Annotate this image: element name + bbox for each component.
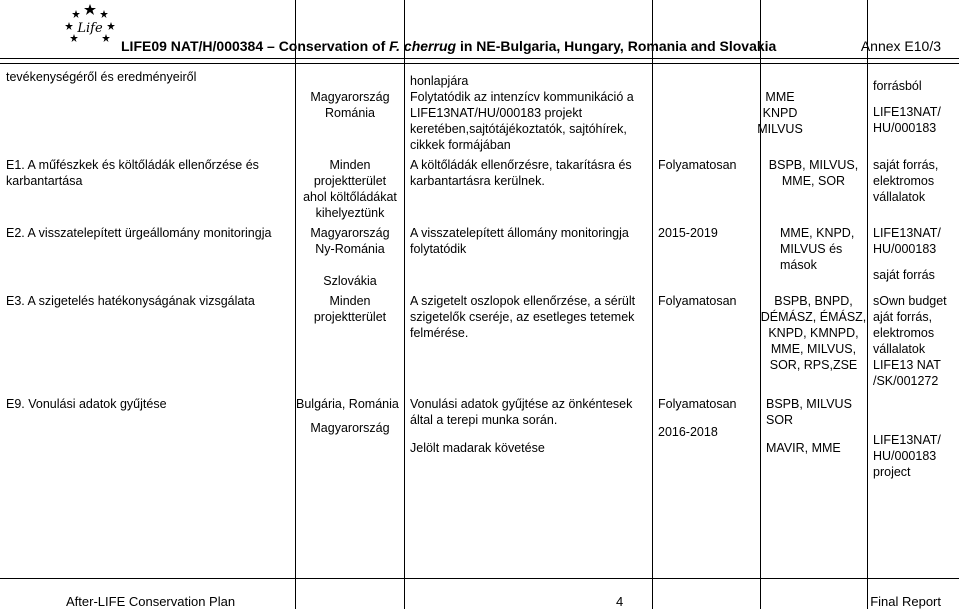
- timing-cell: Folyamatosan: [658, 294, 737, 308]
- table-top-border: [0, 63, 959, 64]
- project-title: LIFE09 NAT/H/000384 – Conservation of F. cherrug in NE-Bulgaria, Hungary, Romania and Slovakia: [121, 38, 777, 54]
- col-divider: [867, 0, 868, 609]
- life-logo: [62, 2, 118, 46]
- annex-label: Annex E10/3: [860, 38, 941, 54]
- timing-cell: Folyamatosan: [658, 158, 737, 172]
- logo-text: Life: [77, 21, 103, 36]
- timing-cell: 2015-2019: [658, 226, 718, 240]
- funding-cell: LIFE13NAT/ HU/000183 project: [873, 433, 941, 479]
- location-cell: Minden projektterület ahol költőládákat kihelyeztünk: [303, 158, 397, 220]
- activity-cell: E1. A műfészkek és költőládák ellenőrzése és karbantartása: [6, 158, 259, 188]
- timing-cell: Folyamatosan 2016-2018: [658, 397, 737, 439]
- funding-cell: forrásból LIFE13NAT/ HU/000183: [873, 79, 941, 135]
- description-cell: honlapjára Folytatódik az intenzícv kommunikáció a LIFE13NAT/HU/000183 projekt keretében,sajtótájékoztatók, sajtóhírek, cikkek formájában: [410, 74, 634, 152]
- funding-cell: LIFE13NAT/ HU/000183 saját forrás: [873, 226, 941, 282]
- location-cell: Magyarország Románia: [310, 90, 390, 120]
- description-cell: A visszatelepített állomány monitoringja folytatódik: [410, 226, 629, 256]
- funding-cell: saját forrás, elektromos vállalatok: [873, 158, 939, 204]
- description-cell: Vonulási adatok gyűjtése az önkéntesek által a terepi munka során. Jelölt madarak követése: [410, 397, 633, 455]
- funding-cell: sOwn budget aját forrás, elektromos vállalatok LIFE13 NAT /SK/001272: [873, 294, 947, 388]
- location-cell: Minden projektterület: [313, 294, 387, 324]
- page-number: 4: [616, 594, 624, 609]
- description-cell: A szigetelt oszlopok ellenőrzése, a sérült szigetelők cseréje, az esetleges tetemek felmérése.: [410, 294, 636, 340]
- partners-cell: BSPB, MILVUS SOR MAVIR, MME: [766, 397, 852, 455]
- footer-left: After-LIFE Conservation Plan: [66, 594, 236, 609]
- activity-cell: E3. A szigetelés hatékonyságának vizsgálata: [6, 294, 255, 308]
- partners-cell: BSPB, BNPD, DÉMÁSZ, ÉMÁSZ, KNPD, KMNPD, MME, MILVUS, SOR, RPS,ZSE: [760, 294, 867, 372]
- col-divider: [652, 0, 653, 609]
- species-name: F. cherrug: [389, 38, 457, 54]
- location-cell: Magyarország Ny-Románia Szlovákia: [310, 226, 390, 288]
- location-cell: Bulgária, Románia Magyarország: [296, 397, 399, 435]
- footer-rule: [0, 578, 959, 579]
- footer-right: Final Report: [870, 594, 941, 609]
- partners-cell: MME, KNPD, MILVUS és mások: [780, 226, 855, 272]
- activity-cell: tevékenységéről és eredményeiről: [6, 70, 197, 84]
- partners-cell: MME KNPD MILVUS: [757, 90, 803, 136]
- header-rule: [0, 58, 959, 59]
- activity-cell: E2. A visszatelepített ürgeállomány monitoringja: [6, 226, 272, 240]
- partners-cell: BSPB, MILVUS, MME, SOR: [768, 158, 859, 188]
- activity-cell: E9. Vonulási adatok gyűjtése: [6, 397, 167, 411]
- description-cell: A költőládák ellenőrzésre, takarításra és karbantartásra kerülnek.: [410, 158, 632, 188]
- col-divider: [404, 0, 405, 609]
